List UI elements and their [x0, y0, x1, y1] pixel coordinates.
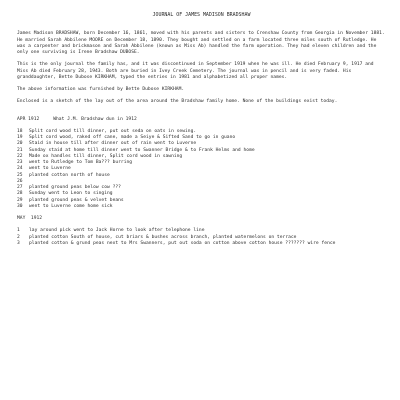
- intro-paragraph: James Madison BRADSHAW, born December 16, 1861, moved with his parents and sisters to Crenshaw County from Georgia in November 1881. He married Sarah Abbilene MOORE on December 18, 1890. They bought and settled on a farm located three miles south of Rutledge. He was a carpenter and brickmason and Sarah Abbilene (known as Miss Ab) handled the farm operation. They had eleven children and the only one surviving is Irene Bradshaw DUBOSE.: [17, 31, 388, 55]
- entry-text: went to Rutledge to Tom Ba??? burring: [29, 160, 133, 165]
- entry-text: lay around pick went to Jack Horne to look after telephone line: [29, 228, 205, 234]
- entry-text: Sunday staid at home till dinner went to Swanner Bridge & to Frank Helms and home: [29, 147, 255, 153]
- entry-day: 3: [17, 240, 20, 246]
- entry-text: planted cotton north of house: [29, 172, 110, 178]
- entry-day: 27: [17, 185, 23, 190]
- intro-paragraph: This is the only journal the family has, and it was discontinued in September 1919 when he was ill. He died February 9, 1917 and Miss Ab died February 28, 1943. Both are buried in Ivey Creek Cemetery. The journal was in pencil and is very faded. His granddaughter, Bette Dubose KIRKHAM, typed the entries in 1981 and alphabetized all proper names.: [17, 62, 377, 80]
- entry-text: planted cotton South of house, cut briars & bushes across branch, planted watermelons on terrace: [29, 234, 297, 240]
- entry-text: Split cord wood till dinner, put out seda on oats in sewing.: [29, 128, 197, 134]
- entry-text: Split cord wood, raked off cane, made a Seiye & Sifted Sand to go in guano: [29, 135, 236, 140]
- entry-day: 22: [17, 153, 23, 159]
- entry-day: 24: [17, 166, 23, 172]
- entry-day: 19: [17, 135, 23, 140]
- intro-paragraph: Enclosed is a sketch of the lay out of the area around the Bradshaw family home. None of the buildings exist today.: [17, 99, 338, 105]
- entry-day: 26: [17, 178, 23, 184]
- entry-day: 2: [17, 234, 20, 240]
- may-entries: [17, 228, 386, 247]
- entry-day: 20: [17, 141, 23, 147]
- may-heading: MAY 1912: [17, 216, 43, 221]
- entry-text: went to Luverne come home sick: [29, 203, 113, 209]
- entry-text: Staid in house till after dinner out of rain went to Luverne: [29, 141, 197, 147]
- journal-entry: [17, 204, 386, 210]
- entry-day: 29: [17, 197, 23, 203]
- journal-entry: [17, 241, 386, 247]
- entry-day: 1: [17, 228, 20, 234]
- intro-paragraph: The above information was furnished by Bette Dubose KIRKHAM.: [17, 87, 185, 92]
- entry-day: 21: [17, 147, 23, 153]
- entry-text: went to Luverne: [29, 166, 71, 172]
- entry-day: 25: [17, 172, 23, 178]
- entry-text: Sunday went to Leon to singing: [29, 191, 113, 197]
- entry-day: 23: [17, 160, 23, 165]
- entry-text: planted ground peas & velvet beans: [29, 197, 124, 203]
- page-title: JOURNAL OF JAMES MADISON BRADSHAW: [152, 12, 251, 18]
- entry-day: 30: [17, 203, 23, 209]
- april-entries: [17, 129, 386, 210]
- entry-day: 28: [17, 191, 23, 197]
- april-heading: APR 1912 What J.M. Bradshaw dun in 1912: [17, 116, 137, 122]
- entry-text: planted cotton & grund peas next to Mrs Swanners, put out soda on cotton above cotton house ??????? wire fence: [29, 240, 336, 246]
- entry-text: Made ox handles till dinner, Split cord wood in sawning: [29, 153, 183, 159]
- entry-text: planted ground peas below cow ???: [29, 185, 121, 190]
- entry-day: 18: [17, 128, 23, 134]
- journal-entry: [17, 173, 386, 179]
